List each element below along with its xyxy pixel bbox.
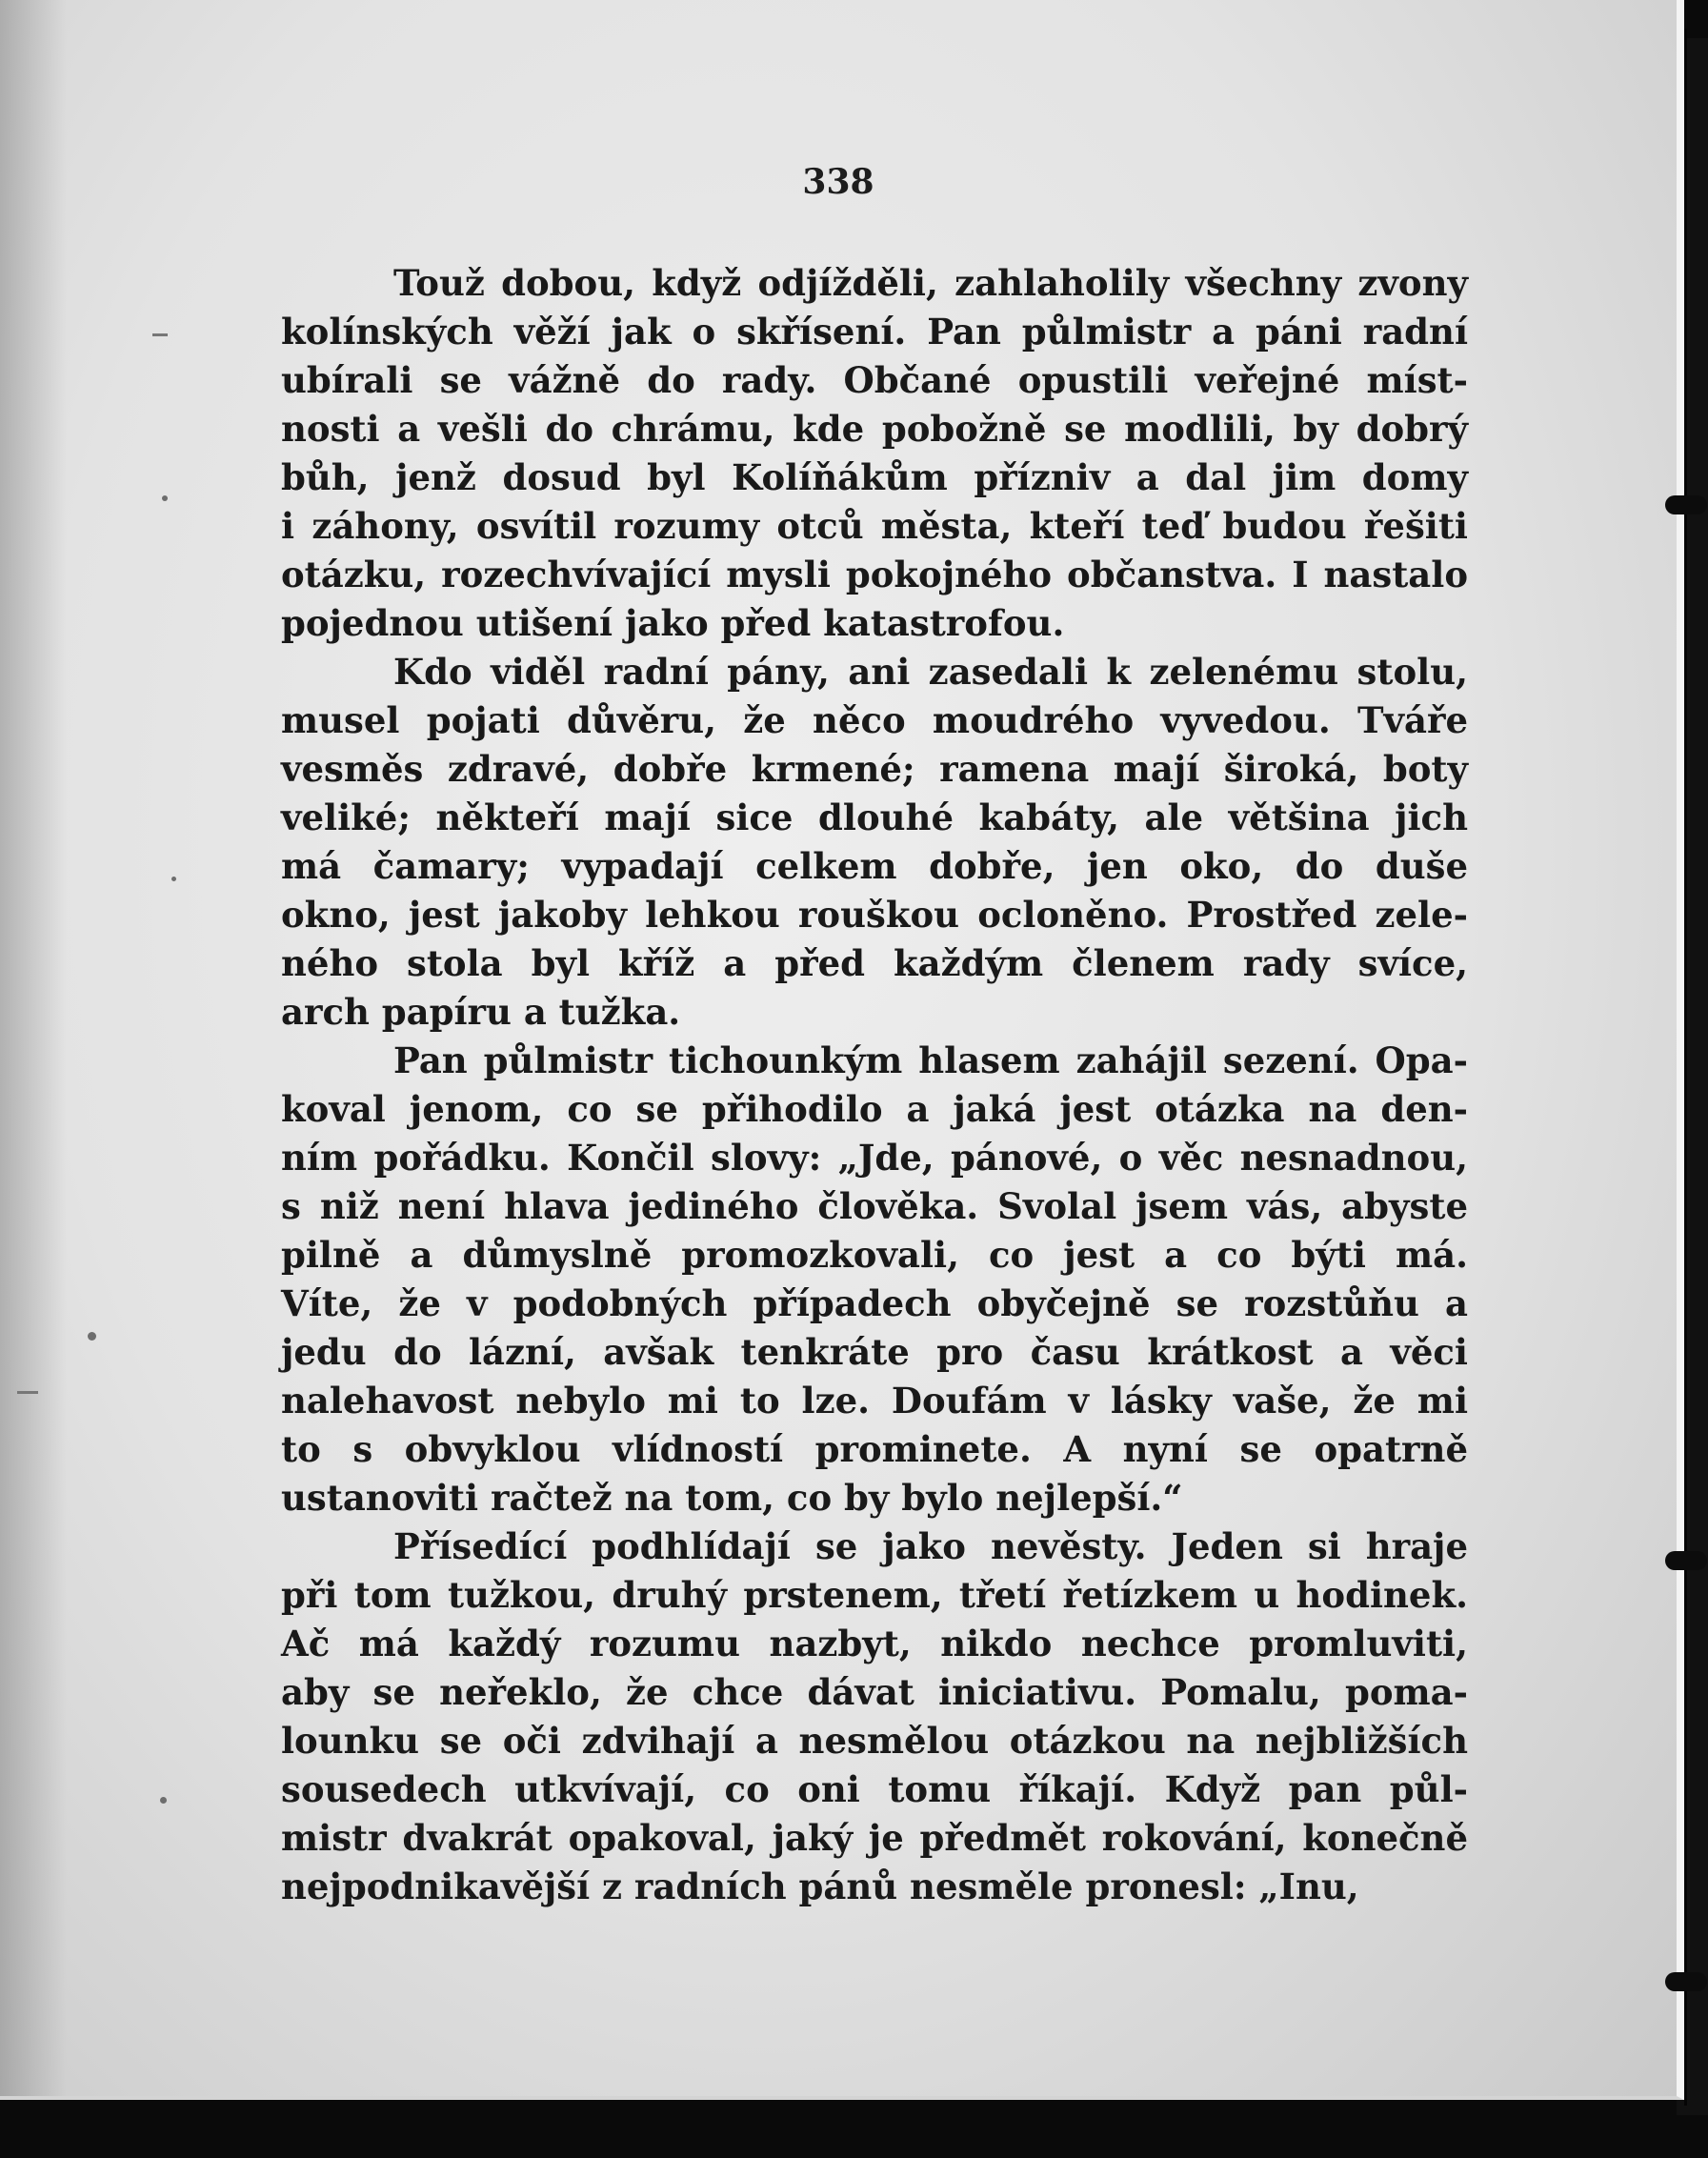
text-line: ného stola byl kříž a před každým členem rady svíce,: [281, 942, 1468, 984]
paper-speck: [160, 1797, 167, 1804]
paragraph: [281, 259, 1468, 648]
page-number: 338: [802, 162, 874, 202]
paper-speck: [162, 495, 168, 501]
text-line: aby se neřeklo, že chce dávat iniciativu. Pomalu, poma-: [281, 1671, 1468, 1713]
paper-speck: [88, 1332, 96, 1341]
text-line: Ač má každý rozumu nazbyt, nikdo nechce promluviti,: [281, 1623, 1468, 1664]
text-line: kolínských věží jak o skřísení. Pan půlmistr a páni radní: [281, 311, 1468, 353]
text-line: ustanoviti račtež na tom, co by bylo nejlepší.“: [281, 1477, 1183, 1519]
text-line: Víte, že v podobných případech obyčejně se rozstůňu a: [281, 1282, 1468, 1324]
text-line: pojednou utišení jako před katastrofou.: [281, 602, 1065, 644]
text-line: to s obvyklou vlídností prominete. A nyní se opatrně: [281, 1428, 1468, 1470]
text-line: okno, jest jakoby lehkou rouškou ocloněno. Prostřed zele-: [281, 894, 1468, 936]
text-line: lounku se oči zdvihají a nesmělou otázkou na nejbližších: [281, 1720, 1468, 1762]
text-line: nalehavost nebylo mi to lze. Doufám v lásky vaše, že mi: [281, 1380, 1468, 1422]
text-line: při tom tužkou, druhý prstenem, třetí řetízkem u hodinek.: [281, 1574, 1468, 1616]
paragraph: [281, 1037, 1468, 1523]
text-line: koval jenom, co se přihodilo a jaká jest otázka na den-: [281, 1088, 1468, 1130]
page-edge-shadow: [0, 0, 67, 2096]
text-line: jedu do lázní, avšak tenkráte pro času krátkost a věci: [281, 1331, 1468, 1373]
text-line: vesměs zdravé, dobře krmené; ramena mají široká, boty: [281, 748, 1468, 790]
text-line: mistr dvakrát opakoval, jaký je předmět rokování, konečně: [281, 1817, 1468, 1859]
text-line: pilně a důmyslně promozkovali, co jest a co býti má.: [281, 1234, 1468, 1276]
text-line: arch papíru a tužka.: [281, 991, 681, 1033]
margin-mark: [17, 1391, 38, 1394]
binding-mark: [1665, 495, 1707, 514]
text-line: ním pořádku. Končil slovy: „Jde, pánové, o věc nesnadnou,: [281, 1137, 1468, 1179]
text-line: bůh, jenž dosud byl Kolíňákům přízniv a dal jim domy: [281, 456, 1468, 498]
binding-mark: [1665, 1972, 1707, 1991]
paper-speck: [171, 877, 176, 881]
text-line: sousedech utkvívají, co oni tomu říkají. Když pan půl-: [281, 1768, 1468, 1810]
binding-line: [1684, 29, 1687, 2106]
margin-mark: [152, 333, 168, 336]
text-line: veliké; někteří mají sice dlouhé kabáty, ale většina jich: [281, 797, 1468, 838]
text-line: i záhony, osvítil rozumy otců města, kteří teď budou řešiti: [281, 505, 1468, 547]
paragraph: [281, 1523, 1468, 1911]
text-line: nejpodnikavější z radních pánů nesměle pronesl: „Inu,: [281, 1866, 1359, 1907]
book-text: [281, 259, 1468, 1911]
text-line: Přísedící podhlídají se jako nevěsty. Jeden si hraje: [393, 1525, 1468, 1567]
text-line: s niž není hlava jediného člověka. Svolal jsem vás, abyste: [281, 1185, 1468, 1227]
text-line: Touž dobou, když odjížděli, zahlaholily všechny zvony: [393, 262, 1468, 304]
text-line: Pan půlmistr tichounkým hlasem zahájil sezení. Opa-: [393, 1039, 1468, 1081]
text-line: ubírali se vážně do rady. Občané opustili veřejné míst-: [281, 359, 1468, 401]
paragraph: [281, 648, 1468, 1037]
text-line: musel pojati důvěru, že něco moudrého vyvedou. Tváře: [281, 699, 1468, 741]
text-line: nosti a vešli do chrámu, kde pobožně se modlili, by dobrý: [281, 408, 1468, 450]
text-line: Kdo viděl radní pány, ani zasedali k zelenému stolu,: [393, 651, 1468, 693]
binding-mark: [1665, 1551, 1707, 1570]
text-line: má čamary; vypadají celkem dobře, jen oko, do duše: [281, 845, 1468, 887]
text-line: otázku, rozechvívající mysli pokojného občanstva. I nastalo: [281, 554, 1468, 595]
